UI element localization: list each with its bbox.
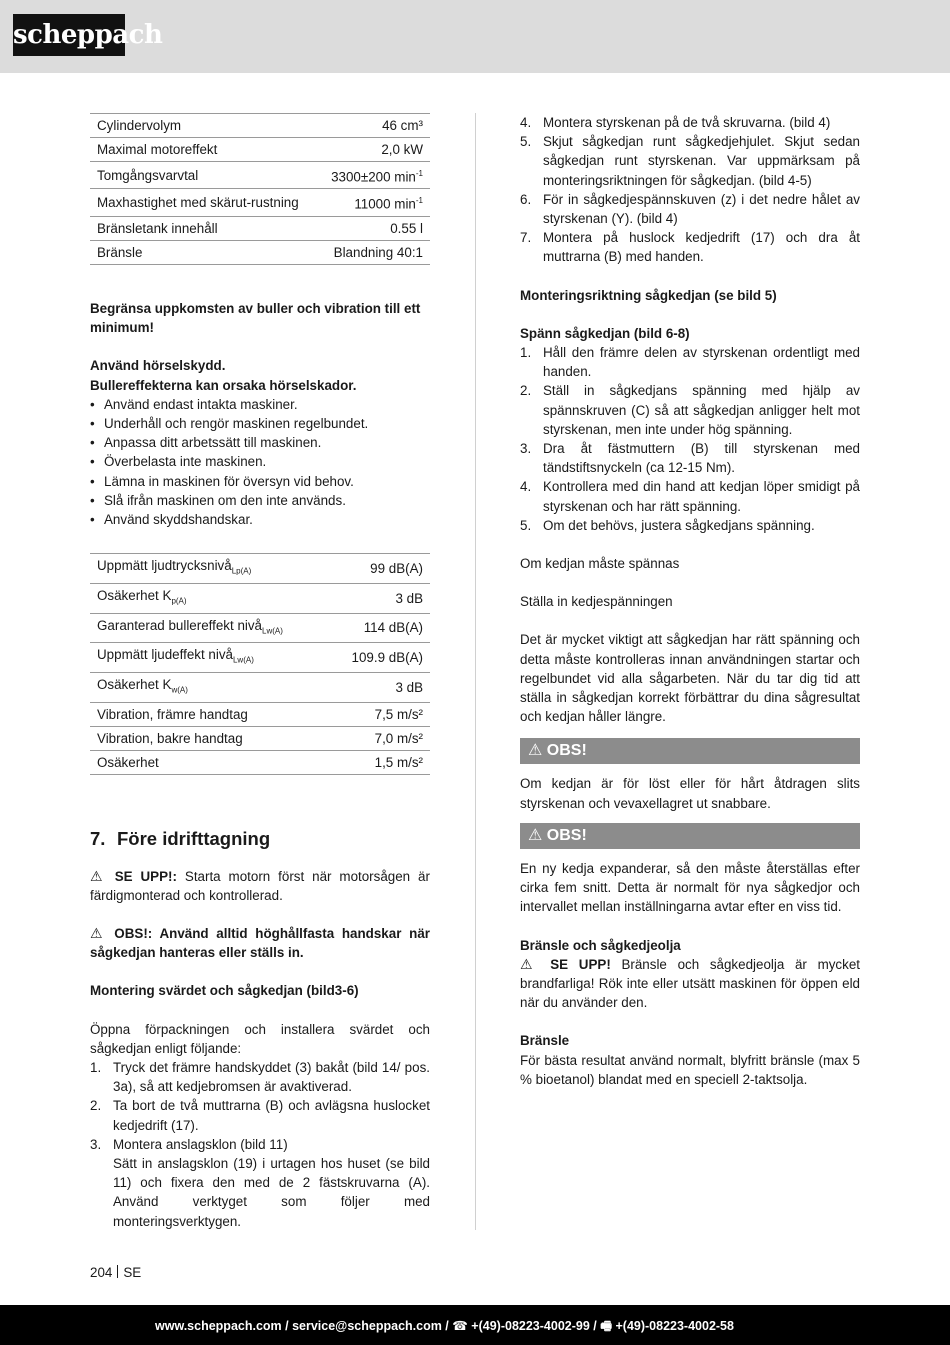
spec-row [90, 162, 430, 189]
step-text: För in sågkedjespännskuven (z) i det nedre hålet av styrskenan (Y). (bild 4) [543, 191, 860, 227]
when-tension: Om kedjan måste spännas [520, 556, 680, 572]
tension-heading: Spänn sågkedjan (bild 6-8) [520, 325, 690, 341]
fuel-oil-warning [520, 955, 860, 1013]
list-item [90, 1058, 430, 1096]
step-number: 1. [520, 345, 532, 361]
noise-row [90, 750, 430, 774]
list-item [90, 1096, 430, 1134]
step-text: Ställ in sågkedjans spänning med hjälp av spännskruven (C) så att sågkedjan anligger helt mot styrskenan, men inte under hög spänning. [543, 383, 860, 437]
spec-table [90, 113, 430, 265]
step-text: Kontrollera med din hand att kedjan löper smidigt på styrskenan och har rätt spänning. [543, 479, 860, 514]
spec-label: Maximal motoreffekt [90, 138, 318, 162]
noise-value: 3 dB [328, 583, 430, 613]
mount-intro: Öppna förpackningen och installera svärdet och sågkedjan enligt följande: [90, 1021, 430, 1056]
list-item [520, 381, 860, 439]
warning-triangle-icon: ⚠ [520, 955, 540, 972]
spec-label: Cylindervolym [90, 114, 318, 138]
list-item [520, 439, 860, 477]
footer-contact: www.scheppach.com / service@scheppach.com / ☎ +(49)-08223-4002-99 / 🖷 +(49)-08223-4002-58 [155, 1319, 734, 1333]
page-number [90, 1265, 141, 1280]
step-number: 4. [520, 479, 532, 495]
section-heading [90, 827, 430, 851]
mount-steps-left [90, 1058, 430, 1154]
section-title: Före idrifttagning [117, 827, 271, 849]
bullet-marker: • [90, 435, 95, 451]
spec-row [90, 138, 430, 162]
noise-label-sub: Lp(A) [231, 566, 252, 576]
obs-label: OBS! [546, 742, 587, 760]
step-text: Montera anslagsklon (bild 11) [113, 1136, 288, 1152]
step-number: 5. [520, 134, 532, 150]
warning-label: SE UPP!: [114, 868, 177, 884]
bullet-marker: • [90, 454, 95, 470]
noise-value: 7,5 m/s² [328, 702, 430, 726]
noise-row [90, 583, 430, 613]
spec-value-text: 2,0 kW [381, 142, 423, 157]
noise-value: 1,5 m/s² [328, 750, 430, 774]
bullet-marker: • [90, 473, 95, 489]
warning-triangle-icon: ⚠ [528, 742, 543, 760]
spec-label: Tomgångsvarvtal [90, 162, 318, 189]
direction-heading: Monteringsriktning sågkedjan (se bild 5) [520, 287, 777, 303]
bullet-marker: • [90, 492, 95, 508]
noise-row [90, 643, 430, 673]
list-item [90, 491, 430, 510]
noise-heading: Begränsa uppkomsten av buller och vibration till ett minimum! [90, 300, 421, 336]
bullet-text: Slå ifrån maskinen om den inte används. [104, 492, 346, 508]
warning-triangle-icon: ⚠ [528, 826, 543, 844]
list-item [520, 113, 860, 132]
spec-value-text: 11000 min [354, 196, 416, 212]
noise-label-text: Osäkerhet [97, 754, 159, 770]
spec-value-text: 3300±200 min [331, 169, 416, 185]
step-number: 2. [520, 383, 532, 399]
list-item [520, 132, 860, 190]
noise-label [90, 554, 328, 584]
noise-value: 99 dB(A) [328, 554, 430, 584]
fuel-heading: Bränsle [520, 1033, 570, 1049]
noise-table [90, 553, 430, 774]
step-number: 4. [520, 115, 532, 130]
warning-triangle-icon: ⚠ [90, 924, 107, 941]
hearing-heading-2: Bullereffekterna kan orsaka hörselskador. [90, 377, 357, 393]
right-column [520, 113, 860, 1089]
list-item [90, 472, 430, 491]
noise-label-text: Osäkerhet K [97, 676, 172, 692]
warning-label: SE UPP! [550, 956, 611, 972]
tension-steps [520, 343, 860, 535]
hearing-heading-1: Använd hörselskydd. [90, 358, 226, 374]
left-column [90, 113, 430, 1231]
fuel-oil-heading: Bränsle och sågkedjeolja [520, 937, 681, 953]
noise-label [90, 583, 328, 613]
spec-value-text: 46 cm³ [382, 118, 423, 133]
noise-label [90, 672, 328, 702]
spec-value [318, 216, 430, 240]
obs-text-2: En ny kedja expanderar, så den måste återställas efter cirka fem snitt. Detta är normalt för nya sågkedjor och intervallet mellan inställningarna avtar efter en viss tid. [520, 860, 860, 915]
spec-label: Maxhastighet med skärut-rustning [90, 189, 318, 216]
noise-row [90, 672, 430, 702]
spec-value-sup: -1 [415, 169, 423, 178]
bullet-marker: • [90, 396, 95, 412]
noise-label [90, 702, 328, 726]
list-item [90, 395, 430, 414]
mount-steps-right [520, 113, 860, 267]
step-number: 2. [90, 1098, 102, 1114]
bullet-marker: • [90, 415, 95, 431]
bullet-text: Underhåll och rengör maskinen regelbundet. [104, 415, 369, 431]
noise-row [90, 613, 430, 643]
list-item [90, 433, 430, 452]
step-text: Håll den främre delen av styrskenan ordentligt med handen. [543, 345, 860, 380]
spec-value [318, 114, 430, 138]
warning-obs [90, 924, 430, 962]
step-text: Montera på huslock kedjedrift (17) och dra åt muttrarna (B) med handen. [543, 230, 860, 265]
page-separator [117, 1265, 118, 1278]
spec-row [90, 216, 430, 240]
list-item [520, 516, 860, 535]
list-item [520, 190, 860, 228]
step-number: 3. [90, 1136, 102, 1152]
tension-paragraph: Det är mycket viktigt att sågkedjan har rätt spänning och detta måste kontrolleras innan användningen startar och regelbundet vid alla sågarbeten. När du tar dig tid att ställa in sågkedjan korrekt förbättrar du dina sågresultat och kedjan håller längre. [520, 632, 860, 725]
bullet-text: Använd endast intakta maskiner. [104, 396, 298, 412]
spec-value-text: 0.55 l [390, 220, 423, 236]
column-divider [475, 113, 476, 1230]
list-item [90, 510, 430, 529]
noise-label [90, 613, 328, 643]
obs-text-1: Om kedjan är för löst eller för hårt åtdragen slits styrskenan och vevaxellagret ut snabbare. [520, 776, 860, 811]
list-item [520, 228, 860, 266]
noise-row [90, 554, 430, 584]
noise-label-text: Vibration, främre handtag [97, 706, 248, 722]
bullet-marker: • [90, 511, 95, 527]
noise-label-sub: Lw(A) [232, 655, 254, 665]
noise-label [90, 726, 328, 750]
step-text: Tryck det främre handskyddet (3) bakåt (bild 14/ pos. 3a), så att kedjebromsen är avaktiverad. [113, 1059, 430, 1095]
mount-step3-detail: Sätt in anslagsklon (19) i urtagen hos huset (se bild 11) och fixera den med de 2 fästskruvarna (A). Använd verktyget som följer med monteringsverktygen. [113, 1155, 430, 1229]
warning-text: Starta motorn först när motorsågen är färdigmonterad och kontrollerad. [90, 868, 430, 903]
list-item [520, 477, 860, 515]
page-language: SE [123, 1265, 142, 1280]
step-number: 5. [520, 517, 532, 533]
step-text: Dra åt fästmuttern (B) till styrskenan med tändstiftsnyckeln (ca 12-15 Nm). [543, 441, 860, 476]
spec-row [90, 240, 430, 264]
step-text: Skjut sågkedjan runt sågkedjehjulet. Skjut sedan sågkedjan runt styrskenan. Var uppmärksam på monteringsriktningen för sågkedjan. (bild 4-5) [543, 134, 860, 188]
obs-box-1 [520, 738, 860, 764]
noise-label-text: Uppmätt ljudtrycksnivå [97, 558, 232, 574]
spec-label: Bränsle [90, 240, 318, 264]
page-number-value: 204 [90, 1265, 113, 1280]
warning-se-upp [90, 867, 430, 905]
spec-value [318, 240, 430, 264]
noise-label-text: Garanterad bullereffekt nivå [97, 617, 263, 633]
noise-label-sub: p(A) [171, 596, 187, 606]
spec-row [90, 189, 430, 216]
noise-row [90, 702, 430, 726]
warning-text: Bränsle och sågkedjeolja är mycket brandfarliga! Rök inte eller utsätt maskinen för öppen eld när du använder den. [520, 956, 860, 1011]
spec-row [90, 114, 430, 138]
list-item [90, 1135, 430, 1154]
noise-value: 109.9 dB(A) [328, 643, 430, 673]
adjust-tension: Ställa in kedjespänningen [520, 594, 673, 610]
step-number: 6. [520, 191, 532, 207]
scheppach-logo: scheppach [13, 14, 125, 56]
warning-triangle-icon: ⚠ [90, 867, 107, 884]
noise-value: 3 dB [328, 672, 430, 702]
step-text: Ta bort de två muttrarna (B) och avlägsna huslocket kedjedrift (17). [113, 1098, 430, 1133]
list-item [90, 452, 430, 471]
bullet-text: Överbelasta inte maskinen. [104, 454, 267, 470]
bullet-text: Använd skyddshandskar. [104, 511, 253, 527]
noise-label [90, 643, 328, 673]
step-number: 1. [90, 1059, 102, 1075]
spec-value-text: Blandning 40:1 [333, 244, 423, 260]
bullet-text: Lämna in maskinen för översyn vid behov. [104, 473, 354, 489]
spec-value [318, 162, 430, 189]
mount-heading: Montering svärdet och sågkedjan (bild3-6) [90, 983, 359, 999]
noise-label-text: Osäkerhet K [97, 587, 172, 603]
noise-label-sub: w(A) [171, 685, 188, 695]
noise-value: 7,0 m/s² [328, 726, 430, 750]
page-header [0, 0, 950, 73]
spec-value [318, 138, 430, 162]
spec-label: Bränsletank innehåll [90, 216, 318, 240]
noise-label [90, 750, 328, 774]
noise-label-sub: Lw(A) [262, 626, 283, 636]
noise-label-text: Uppmätt ljudeffekt nivå [97, 647, 233, 663]
noise-row [90, 726, 430, 750]
fuel-text: För bästa resultat använd normalt, blyfritt bränsle (max 5 % bioetanol) blandat med en speciell 2-taktsolja. [520, 1052, 860, 1087]
list-item [90, 414, 430, 433]
step-number: 3. [520, 441, 532, 457]
section-number: 7. [90, 827, 106, 849]
list-item [520, 343, 860, 381]
obs-label: OBS! [546, 826, 587, 844]
step-text: Montera styrskenan på de två skruvarna. (bild 4) [543, 115, 831, 130]
warning-label: OBS!: [114, 925, 153, 941]
bullet-text: Anpassa ditt arbetssätt till maskinen. [104, 435, 322, 451]
bullet-list [90, 395, 430, 529]
spec-value-sup: -1 [415, 196, 423, 206]
spec-value [318, 189, 430, 216]
obs-box-2 [520, 823, 860, 849]
warning-text: Använd alltid höghållfasta handskar när sågkedjan hanteras eller ställs in. [90, 925, 430, 961]
noise-label-text: Vibration, bakre handtag [97, 730, 243, 746]
step-text: Om det behövs, justera sågkedjans spänning. [543, 517, 815, 533]
noise-value: 114 dB(A) [328, 613, 430, 643]
step-number: 7. [520, 230, 532, 246]
